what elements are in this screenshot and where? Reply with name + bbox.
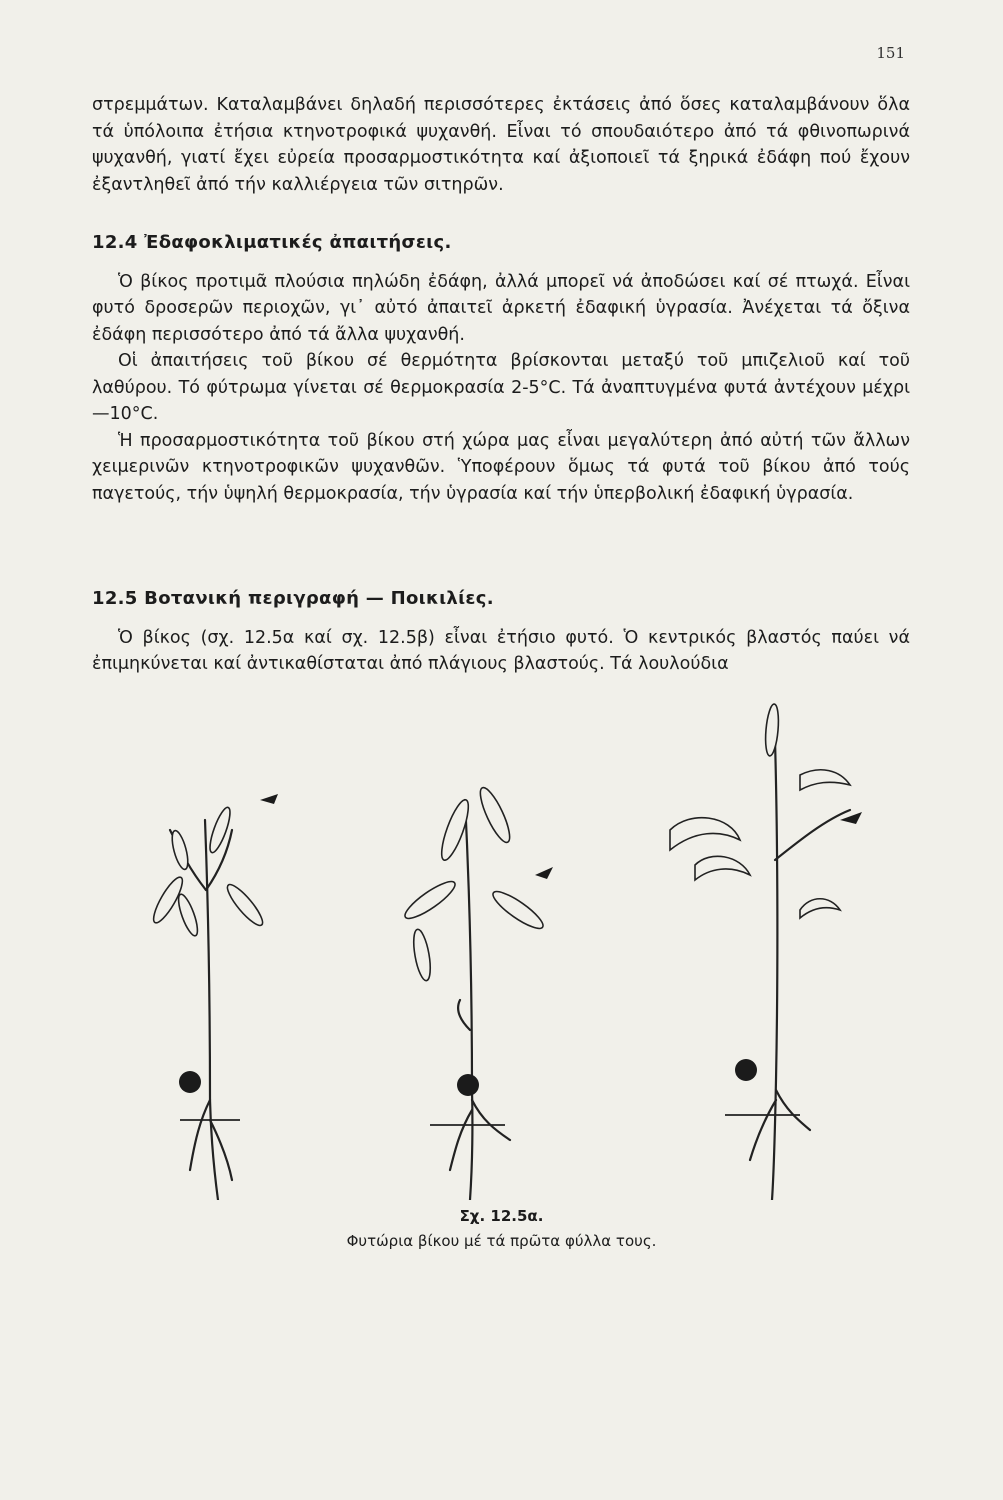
intro-paragraph-block [92, 92, 910, 198]
page-number: 151 [876, 44, 905, 62]
paragraph: Ὁ βίκος προτιμᾶ πλούσια πηλώδη ἐδάφη, ἀλλά μπορεῖ νά ἀποδώσει καί σέ πτωχά. Εἶναι φυτό δροσερῶν περιοχῶν, γι᾿ αὐτό ἀπαιτεῖ ἀρκετή ἐδαφική ὑγρασία. Ἀνέχεται τά ὄξινα ἐδάφη περισσότερο ἀπό τά ἄλλα ψυχανθή. [92, 271, 910, 345]
figure-caption: Φυτώρια βίκου μέ τά πρῶτα φύλλα τους. [346, 1232, 657, 1250]
section-12-4 [92, 230, 910, 507]
section-heading: 12.5 Βοτανική περιγραφή — Ποικιλίες. [92, 588, 494, 609]
seedling-illustration [110, 700, 900, 1200]
seedling-1 [149, 794, 278, 1200]
section-12-5 [92, 586, 910, 678]
paragraph: Ἡ προσαρμοστικότητα τοῦ βίκου στή χώρα μας εἶναι μεγαλύτερη ἀπό αὐτή τῶν ἄλλων χειμερινῶν κτηνοτροφικῶν ψυχανθῶν. Ὑποφέρουν ὅμως τά φυτά τοῦ βίκου ἀπό τούς παγετούς, τήν ὑψηλή θερμοκρασία, τήν ὑγρασία καί τήν ὑπερβολική ἐδαφική ὑγρασία. [92, 430, 910, 504]
section-heading: 12.4 Ἐδαφοκλιματικές ἀπαιτήσεις. [92, 232, 452, 253]
seedling-2 [401, 784, 553, 1200]
figure-seedlings [110, 700, 900, 1200]
paragraph: Ὁ βίκος (σχ. 12.5α καί σχ. 12.5β) εἶναι ἐτήσιο φυτό. Ὁ κεντρικός βλαστός παύει νά ἐπιμηκύνεται καί ἀντικαθίσταται ἀπό πλάγιους βλαστούς. Τά λουλούδια [92, 627, 910, 674]
paragraph: Οἱ ἀπαιτήσεις τοῦ βίκου σέ θερμότητα βρίσκονται μεταξύ τοῦ μπιζελιοῦ καί τοῦ λαθύρου. Τό φύτρωμα γίνεται σέ θερμοκρασία 2-5°C. Τά ἀναπτυγμένα φυτά ἀντέχουν μέχρι —10°C. [92, 351, 910, 424]
figure-label: Σχ. 12.5α. [459, 1207, 544, 1225]
seedling-3 [670, 704, 862, 1200]
intro-paragraph: στρεμμάτων. Καταλαμβάνει δηλαδή περισσότερες ἐκτάσεις ἀπό ὅσες καταλαμβάνουν ὅλα τά ὑπόλοιπα ἐτήσια κτηνοτροφικά ψυχανθή. Εἶναι τό σπουδαιότερο ἀπό τά φθινοπωρινά ψυχανθή, γιατί ἔχει εὐρεία προσαρμοστικότητα καί ἀξιοποιεῖ τά ξηρικά ἐδάφη πού ἔχουν ἐξαντληθεῖ ἀπό τήν καλλιέργεια τῶν σιτηρῶν. [92, 95, 910, 195]
